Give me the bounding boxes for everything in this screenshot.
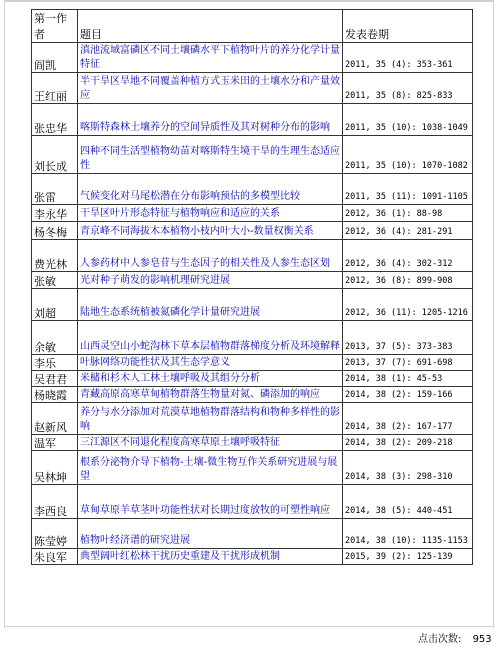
author-cell: 王红丽 xyxy=(32,73,78,104)
header-issue: 发表卷期 xyxy=(343,10,473,43)
table-row xyxy=(32,371,473,387)
title-link[interactable]: 半干旱区旱地不同覆盖种植方式玉米田的土壤水分和产量效应 xyxy=(78,73,343,104)
title-link[interactable]: 人参药材中人参皂苷与生态因子的相关性及人参生态区划 xyxy=(78,240,343,272)
view-counter-label: 点击次数: xyxy=(418,634,462,645)
table-row xyxy=(32,73,473,104)
table-row xyxy=(32,435,473,451)
table-row xyxy=(32,222,473,240)
title-link[interactable]: 陆地生态系统植被氮磷化学计量研究进展 xyxy=(78,289,343,321)
author-cell: 温军 xyxy=(32,435,78,451)
frame-bottom-rule xyxy=(4,626,494,627)
frame-left-rule xyxy=(4,0,5,628)
title-link[interactable]: 光对种子萌发的影响机理研究进展 xyxy=(78,272,343,289)
title-link[interactable]: 植物叶经济谱的研究进展 xyxy=(78,519,343,549)
issue-cell: 2012, 36 (8): 899-908 xyxy=(343,272,473,289)
frame-right-rule xyxy=(493,0,494,628)
table-row xyxy=(32,136,473,174)
issue-cell: 2014, 38 (2): 167-177 xyxy=(343,403,473,435)
view-counter-value: 953 xyxy=(472,634,492,645)
table-row xyxy=(32,43,473,73)
table-row xyxy=(32,104,473,136)
issue-cell: 2014, 38 (10): 1135-1153 xyxy=(343,519,473,549)
table-row xyxy=(32,240,473,272)
issue-cell: 2012, 36 (11): 1205-1216 xyxy=(343,289,473,321)
table-row xyxy=(32,174,473,205)
issue-cell: 2014, 38 (5): 440-451 xyxy=(343,485,473,519)
table-row xyxy=(32,403,473,435)
title-link[interactable]: 喀斯特森林土壤养分的空间异质性及其对树种分布的影响 xyxy=(78,104,343,136)
issue-cell: 2013, 37 (7): 691-698 xyxy=(343,355,473,371)
author-cell: 张雷 xyxy=(32,174,78,205)
issue-cell: 2014, 38 (2): 209-218 xyxy=(343,435,473,451)
table-header-row xyxy=(32,10,473,43)
issue-cell: 2012, 36 (1): 88-98 xyxy=(343,205,473,222)
title-link[interactable]: 干旱区叶片形态特征与植物响应和适应的关系 xyxy=(78,205,343,222)
title-link[interactable]: 山西灵空山小蛇沟林下草本层植物群落梯度分析及环境解释 xyxy=(78,321,343,355)
title-link[interactable]: 气候变化对马尾松潜在分布影响预估的多模型比较 xyxy=(78,174,343,205)
table-row xyxy=(32,549,473,565)
author-cell: 费光林 xyxy=(32,240,78,272)
table-row xyxy=(32,387,473,403)
title-link[interactable]: 四种不同生活型植物幼苗对喀斯特生境干旱的生理生态适应性 xyxy=(78,136,343,174)
author-cell: 杨晓霞 xyxy=(32,387,78,403)
table-row xyxy=(32,321,473,355)
header-author: 第一作者 xyxy=(32,10,78,43)
author-cell: 吴君君 xyxy=(32,371,78,387)
frame-top-rule xyxy=(4,0,494,2)
title-link[interactable]: 根系分泌物介导下植物-土壤-微生物互作关系研究进展与展望 xyxy=(78,451,343,485)
author-cell: 余敏 xyxy=(32,321,78,355)
author-cell: 朱良军 xyxy=(32,549,78,565)
view-counter xyxy=(418,630,492,645)
table-row xyxy=(32,451,473,485)
author-cell: 李乐 xyxy=(32,355,78,371)
issue-cell: 2014, 38 (2): 159-166 xyxy=(343,387,473,403)
header-title: 题目 xyxy=(78,10,343,43)
title-link[interactable]: 养分与水分添加对荒漠草地植物群落结构和物种多样性的影响 xyxy=(78,403,343,435)
issue-cell: 2011, 35 (10): 1038-1049 xyxy=(343,104,473,136)
title-link[interactable]: 叶脉网络功能性状及其生态学意义 xyxy=(78,355,343,371)
issue-cell: 2013, 37 (5): 373-383 xyxy=(343,321,473,355)
author-cell: 吴林坤 xyxy=(32,451,78,485)
table-row xyxy=(32,205,473,222)
author-cell: 李西良 xyxy=(32,485,78,519)
issue-cell: 2012, 36 (4): 302-312 xyxy=(343,240,473,272)
issue-cell: 2014, 38 (1): 45-53 xyxy=(343,371,473,387)
issue-cell: 2014, 38 (3): 298-310 xyxy=(343,451,473,485)
table-row xyxy=(32,289,473,321)
author-cell: 阎凯 xyxy=(32,43,78,73)
table-row xyxy=(32,355,473,371)
title-link[interactable]: 滇池流域富磷区不同土壤磷水平下植物叶片的养分化学计量特征 xyxy=(78,43,343,73)
author-cell: 杨冬梅 xyxy=(32,222,78,240)
issue-cell: 2011, 35 (4): 353-361 xyxy=(343,43,473,73)
author-cell: 张敏 xyxy=(32,272,78,289)
table-row xyxy=(32,485,473,519)
publication-table xyxy=(31,9,473,565)
issue-cell: 2011, 35 (11): 1091-1105 xyxy=(343,174,473,205)
author-cell: 刘长成 xyxy=(32,136,78,174)
title-link[interactable]: 青藏高原高寒草甸植物群落生物量对氮、磷添加的响应 xyxy=(78,387,343,403)
issue-cell: 2015, 39 (2): 125-139 xyxy=(343,549,473,565)
author-cell: 陈莹婷 xyxy=(32,519,78,549)
title-link[interactable]: 草甸草原羊草茎叶功能性状对长期过度放牧的可塑性响应 xyxy=(78,485,343,519)
issue-cell: 2011, 35 (10): 1070-1082 xyxy=(343,136,473,174)
title-link[interactable]: 青京峰不同海拔木本植物小枝内叶大小-数量权衡关系 xyxy=(78,222,343,240)
table-row xyxy=(32,272,473,289)
title-link[interactable]: 米槠和杉木人工林土壤呼吸及其组分分析 xyxy=(78,371,343,387)
author-cell: 李永华 xyxy=(32,205,78,222)
table-row xyxy=(32,519,473,549)
author-cell: 刘超 xyxy=(32,289,78,321)
title-link[interactable]: 三江源区不同退化程度高寒草原土壤呼吸特征 xyxy=(78,435,343,451)
author-cell: 张忠华 xyxy=(32,104,78,136)
issue-cell: 2012, 36 (4): 281-291 xyxy=(343,222,473,240)
author-cell: 赵新风 xyxy=(32,403,78,435)
issue-cell: 2011, 35 (8): 825-833 xyxy=(343,73,473,104)
title-link[interactable]: 典型阔叶红松林干扰历史重建及干扰形成机制 xyxy=(78,549,343,565)
